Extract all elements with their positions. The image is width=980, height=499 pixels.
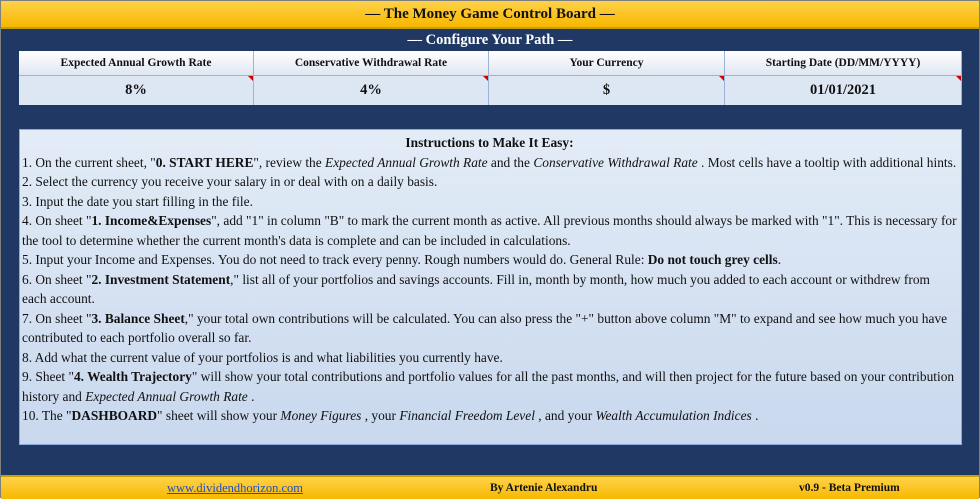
comment-indicator-icon xyxy=(956,76,961,81)
text: ", review the xyxy=(253,154,326,170)
sheet-name: DASHBOARD xyxy=(71,408,158,423)
section-subtitle: — Configure Your Path — xyxy=(407,32,573,48)
config-table xyxy=(19,51,962,105)
instruction-step-5 xyxy=(22,250,957,270)
instruction-step-7 xyxy=(22,309,957,348)
header-growth-rate xyxy=(19,51,254,76)
text: 9. Sheet " xyxy=(22,369,74,384)
starting-date-cell[interactable] xyxy=(725,76,962,105)
withdrawal-rate-value: 4% xyxy=(360,82,382,98)
header-currency-label: Your Currency xyxy=(569,57,644,69)
text: 4. On sheet " xyxy=(22,213,92,228)
version-label: v0.9 - Beta Premium xyxy=(799,482,900,494)
sheet-name: 3. Balance Sheet xyxy=(91,310,185,326)
instruction-step-10 xyxy=(22,406,957,426)
term: Money Figures xyxy=(280,408,362,423)
text: and the xyxy=(487,154,534,170)
instruction-step-4 xyxy=(22,211,957,250)
starting-date-value: 01/01/2021 xyxy=(809,82,877,98)
text: . Most cells have a tooltip with additional hints. xyxy=(697,154,957,170)
term: Expected Annual Growth Rate xyxy=(85,388,248,404)
term: Conservative Withdrawal Rate xyxy=(533,154,698,170)
sheet-name: 4. Wealth Trajectory xyxy=(73,369,192,384)
comment-indicator-icon xyxy=(248,76,253,81)
header-withdrawal-rate-label: Conservative Withdrawal Rate xyxy=(294,57,448,69)
author-credit: By Artenie Alexandru xyxy=(490,482,598,494)
term: Wealth Accumulation Indices xyxy=(595,408,752,423)
header-starting-date xyxy=(725,51,962,76)
text: ," list all of your portfolios and savings accounts. Fill in, month by month, how much you added to each account or withdrew from each account. xyxy=(22,271,930,306)
comment-indicator-icon xyxy=(483,76,488,81)
instruction-step-1 xyxy=(22,153,957,173)
withdrawal-rate-cell[interactable] xyxy=(254,76,489,105)
instruction-step-6 xyxy=(22,270,957,309)
footer-bar xyxy=(1,475,979,499)
term: Expected Annual Growth Rate xyxy=(325,154,488,170)
website-link[interactable]: www.dividendhorizon.com xyxy=(167,481,303,495)
text: 5. Input your Income and Expenses. You do not need to track every penny. Rough numbers would do. General Rule: xyxy=(22,252,648,267)
text: . xyxy=(751,408,759,423)
instructions-box xyxy=(19,129,962,445)
text: , your xyxy=(361,408,400,423)
sheet-name: 2. Investment Statement xyxy=(91,271,231,287)
currency-cell[interactable] xyxy=(489,76,725,105)
instructions-title: Instructions to Make It Easy: xyxy=(405,135,574,150)
instruction-step-2: 2. Select the currency you receive your salary in or deal with on a daily basis. xyxy=(22,174,438,189)
comment-indicator-icon xyxy=(719,76,724,81)
header-currency xyxy=(489,51,725,76)
text: 6. On sheet " xyxy=(22,271,92,287)
sheet-name: 1. Income&Expenses xyxy=(91,213,212,228)
text: " will show your total contributions and portfolio values for all the past months, and will then project for the future based on your contribution history and xyxy=(22,369,955,404)
text: " sheet will show your xyxy=(157,408,281,423)
text: 7. On sheet " xyxy=(22,310,92,326)
term: Financial Freedom Level xyxy=(399,408,535,423)
instruction-step-9 xyxy=(22,367,957,406)
currency-value: $ xyxy=(602,82,611,98)
text: , and your xyxy=(534,408,596,423)
text: 10. The " xyxy=(22,408,72,423)
text: 1. On the current sheet, " xyxy=(22,154,156,170)
instruction-step-8: 8. Add what the current value of your portfolios is and what liabilities you currently have. xyxy=(22,349,503,365)
growth-rate-value: 8% xyxy=(125,82,147,98)
text: ", add "1" in column "B" to mark the current month as active. All previous months should always be marked with "1". This is necessary for the tool to determine whether the current month's data is complete and can be included in calculations. xyxy=(22,213,957,248)
header-starting-date-label: Starting Date (DD/MM/YYYY) xyxy=(765,57,921,69)
text: . xyxy=(777,252,782,267)
rule: Do not touch grey cells xyxy=(647,252,778,267)
text: ," your total own contributions will be calculated. You can also press the "+" button above column "M" to expand and see how much you have contributed to each portfolio overall so far. xyxy=(22,310,948,345)
header-growth-rate-label: Expected Annual Growth Rate xyxy=(60,57,212,69)
instruction-step-3: 3. Input the date you start filling in the file. xyxy=(22,193,253,209)
text: . xyxy=(247,388,255,404)
growth-rate-cell[interactable] xyxy=(19,76,254,105)
page-title: — The Money Game Control Board — xyxy=(1,1,979,29)
sheet-name: 0. START HERE xyxy=(155,154,254,170)
header-withdrawal-rate xyxy=(254,51,489,76)
